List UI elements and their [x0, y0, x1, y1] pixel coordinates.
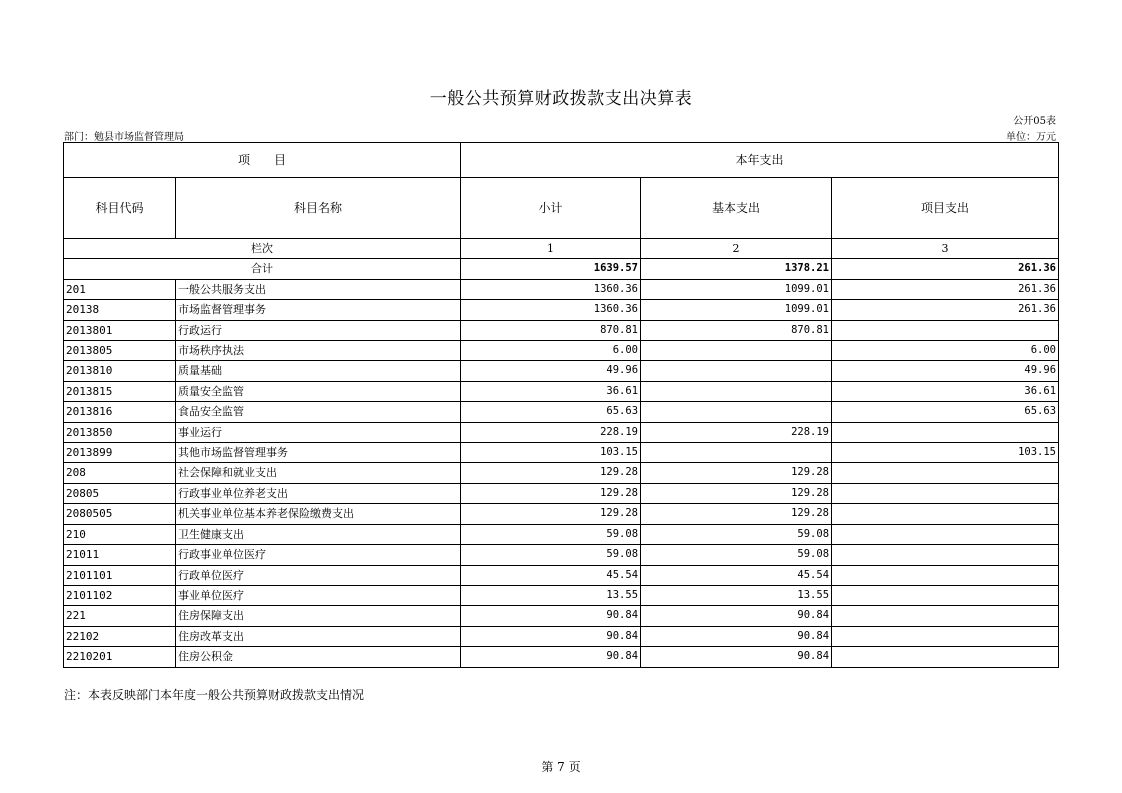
- table-row: [64, 647, 1059, 667]
- subject-name: 质量安全监管: [176, 381, 461, 401]
- project-value: [832, 504, 1059, 524]
- subtotal-value: 6.00: [461, 341, 641, 361]
- subject-code: 2013899: [64, 443, 176, 463]
- subject-code: 22102: [64, 626, 176, 646]
- table-row: [64, 483, 1059, 503]
- subject-name: 市场秩序执法: [176, 341, 461, 361]
- subject-code: 20805: [64, 483, 176, 503]
- project-value: [832, 606, 1059, 626]
- table-row: [64, 422, 1059, 442]
- subtotal-value: 90.84: [461, 626, 641, 646]
- table-row: [64, 524, 1059, 544]
- subject-name: 质量基础: [176, 361, 461, 381]
- subject-name: 住房改革支出: [176, 626, 461, 646]
- subject-name: 行政事业单位医疗: [176, 545, 461, 565]
- basic-value: 1099.01: [641, 279, 832, 299]
- subject-name: 食品安全监管: [176, 402, 461, 422]
- subtotal-value: 49.96: [461, 361, 641, 381]
- subtotal-value: 1360.36: [461, 300, 641, 320]
- subject-code: 21011: [64, 545, 176, 565]
- subtotal-value: 13.55: [461, 585, 641, 605]
- subject-name: 一般公共服务支出: [176, 279, 461, 299]
- subject-code: 2013850: [64, 422, 176, 442]
- subject-code: 20138: [64, 300, 176, 320]
- expenditure-table: [63, 142, 1059, 668]
- subject-code: 2101102: [64, 585, 176, 605]
- subtotal-value: 870.81: [461, 320, 641, 340]
- table-row: [64, 565, 1059, 585]
- subject-code: 2210201: [64, 647, 176, 667]
- subtotal-value: 59.08: [461, 524, 641, 544]
- project-value: 261.36: [832, 300, 1059, 320]
- subtotal-value: 129.28: [461, 463, 641, 483]
- basic-value: 59.08: [641, 524, 832, 544]
- subject-code: 2013801: [64, 320, 176, 340]
- subject-name: 卫生健康支出: [176, 524, 461, 544]
- basic-value: [641, 341, 832, 361]
- project-value: 49.96: [832, 361, 1059, 381]
- project-value: [832, 422, 1059, 442]
- table-row: [64, 463, 1059, 483]
- subtotal-value: 65.63: [461, 402, 641, 422]
- column-index-1: 1: [461, 239, 641, 259]
- header-subtotal: 小计: [461, 178, 641, 239]
- form-number: 公开05表: [1013, 116, 1056, 127]
- project-value: 261.36: [832, 279, 1059, 299]
- project-value: [832, 483, 1059, 503]
- subject-code: 2013816: [64, 402, 176, 422]
- header-basic: 基本支出: [641, 178, 832, 239]
- department-label: 部门：勉县市场监督管理局: [64, 132, 184, 143]
- basic-value: 129.28: [641, 504, 832, 524]
- project-value: [832, 647, 1059, 667]
- subtotal-value: 90.84: [461, 606, 641, 626]
- subject-code: 208: [64, 463, 176, 483]
- subject-code: 210: [64, 524, 176, 544]
- subject-name: 行政事业单位养老支出: [176, 483, 461, 503]
- subject-code: 201: [64, 279, 176, 299]
- subject-name: 机关事业单位基本养老保险缴费支出: [176, 504, 461, 524]
- subject-code: 221: [64, 606, 176, 626]
- column-index-2: 2: [641, 239, 832, 259]
- total-label: 合计: [64, 259, 461, 279]
- subtotal-value: 228.19: [461, 422, 641, 442]
- basic-value: 228.19: [641, 422, 832, 442]
- table-row: [64, 300, 1059, 320]
- subtotal-value: 59.08: [461, 545, 641, 565]
- header-row-2: [64, 178, 1059, 239]
- subject-code: 2013805: [64, 341, 176, 361]
- total-basic: 1378.21: [641, 259, 832, 279]
- subtotal-value: 36.61: [461, 381, 641, 401]
- basic-value: [641, 443, 832, 463]
- subtotal-value: 129.28: [461, 483, 641, 503]
- lanci-label: 栏次: [64, 239, 461, 259]
- header-current-year: 本年支出: [461, 143, 1059, 178]
- subtotal-value: 1360.36: [461, 279, 641, 299]
- subject-name: 社会保障和就业支出: [176, 463, 461, 483]
- footnote: 注：本表反映部门本年度一般公共预算财政拨款支出情况: [64, 688, 365, 702]
- column-index-row: [64, 239, 1059, 259]
- basic-value: [641, 402, 832, 422]
- subtotal-value: 90.84: [461, 647, 641, 667]
- page-title: 一般公共预算财政拨款支出决算表: [429, 89, 693, 109]
- subject-name: 住房保障支出: [176, 606, 461, 626]
- basic-value: 129.28: [641, 463, 832, 483]
- table-row: [64, 443, 1059, 463]
- total-row: [64, 259, 1059, 279]
- table-row: [64, 320, 1059, 340]
- basic-value: 45.54: [641, 565, 832, 585]
- project-value: [832, 565, 1059, 585]
- basic-value: 870.81: [641, 320, 832, 340]
- total-project: 261.36: [832, 259, 1059, 279]
- project-value: 65.63: [832, 402, 1059, 422]
- table-row: [64, 361, 1059, 381]
- basic-value: 90.84: [641, 647, 832, 667]
- basic-value: [641, 361, 832, 381]
- table-row: [64, 626, 1059, 646]
- basic-value: 90.84: [641, 626, 832, 646]
- subject-name: 事业单位医疗: [176, 585, 461, 605]
- table-row: [64, 341, 1059, 361]
- header-item: 项 目: [64, 143, 461, 178]
- header-code: 科目代码: [64, 178, 176, 239]
- table-row: [64, 504, 1059, 524]
- project-value: [832, 463, 1059, 483]
- project-value: 103.15: [832, 443, 1059, 463]
- project-value: [832, 585, 1059, 605]
- subject-name: 市场监督管理事务: [176, 300, 461, 320]
- basic-value: [641, 381, 832, 401]
- subject-name: 事业运行: [176, 422, 461, 442]
- header-name: 科目名称: [176, 178, 461, 239]
- subject-code: 2013810: [64, 361, 176, 381]
- subject-name: 其他市场监督管理事务: [176, 443, 461, 463]
- basic-value: 90.84: [641, 606, 832, 626]
- basic-value: 129.28: [641, 483, 832, 503]
- project-value: 6.00: [832, 341, 1059, 361]
- basic-value: 13.55: [641, 585, 832, 605]
- header-project: 项目支出: [832, 178, 1059, 239]
- subtotal-value: 129.28: [461, 504, 641, 524]
- page-number: 第 7 页: [541, 760, 581, 774]
- subject-code: 2080505: [64, 504, 176, 524]
- unit-label: 单位：万元: [1006, 132, 1056, 143]
- basic-value: 1099.01: [641, 300, 832, 320]
- subject-name: 住房公积金: [176, 647, 461, 667]
- project-value: [832, 545, 1059, 565]
- subject-name: 行政单位医疗: [176, 565, 461, 585]
- project-value: [832, 320, 1059, 340]
- table-row: [64, 279, 1059, 299]
- project-value: 36.61: [832, 381, 1059, 401]
- table-row: [64, 402, 1059, 422]
- column-index-3: 3: [832, 239, 1059, 259]
- table-row: [64, 381, 1059, 401]
- subject-code: 2101101: [64, 565, 176, 585]
- subtotal-value: 45.54: [461, 565, 641, 585]
- basic-value: 59.08: [641, 545, 832, 565]
- total-subtotal: 1639.57: [461, 259, 641, 279]
- project-value: [832, 524, 1059, 544]
- header-row-1: [64, 143, 1059, 178]
- table-row: [64, 606, 1059, 626]
- subject-code: 2013815: [64, 381, 176, 401]
- table-row: [64, 585, 1059, 605]
- subject-name: 行政运行: [176, 320, 461, 340]
- table-row: [64, 545, 1059, 565]
- project-value: [832, 626, 1059, 646]
- subtotal-value: 103.15: [461, 443, 641, 463]
